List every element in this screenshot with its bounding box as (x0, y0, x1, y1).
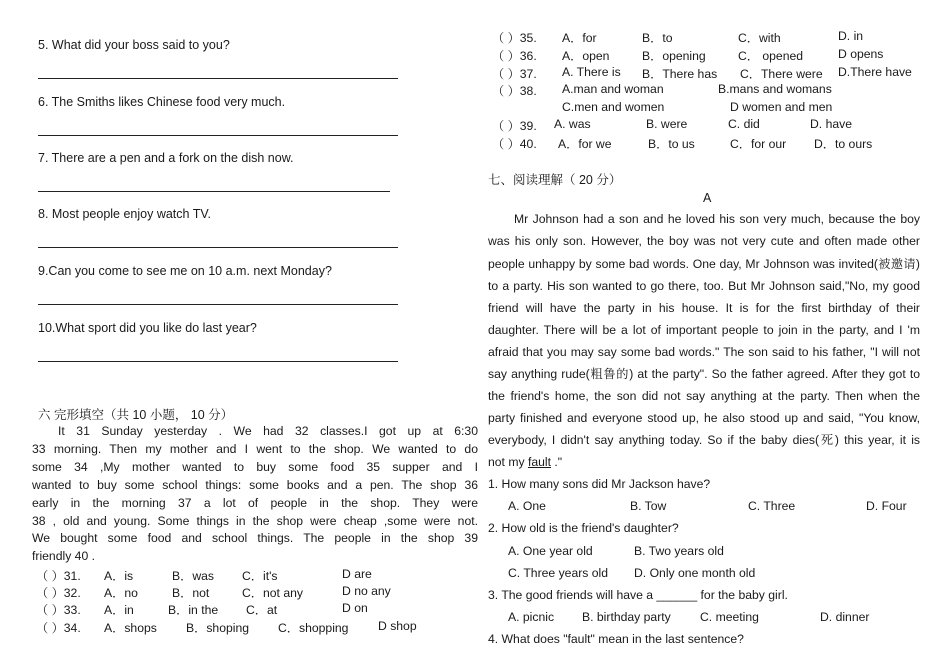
passage-line-2: was his only son. However, the boy was not very cute and often made other (488, 234, 920, 248)
option-a[interactable]: A．for (562, 31, 597, 45)
option-a[interactable]: A．is (104, 569, 134, 583)
cloze-line-1: It 31 Sunday yesterday . We had 32 classes.I got up at 6:30 (58, 424, 478, 438)
option-d[interactable]: D. have (810, 117, 853, 131)
passage-line-12-suffix: ." (551, 455, 563, 469)
question-9: 9.Can you come to see me on 10 a.m. next Monday? (38, 264, 332, 278)
option-a[interactable]: A. One year old (508, 544, 593, 558)
answer-line-9[interactable] (38, 304, 398, 305)
option-d[interactable]: D. Only one month old (634, 566, 756, 580)
option-a[interactable]: A. There is (562, 65, 621, 79)
cloze-line-4: wanted to buy some school things: some books and a pen. The shop 36 (32, 477, 478, 492)
answer-line-10[interactable] (38, 361, 398, 362)
cloze-line-6: 38 , old and young. Some things in the shop were cheap ,some were not. (32, 513, 478, 528)
passage-line-9: the friend's home, the son did not say anything at the party. Then when the (488, 389, 920, 403)
option-a[interactable]: A．open (562, 49, 610, 63)
option-number: （ ）35. (492, 31, 537, 45)
cloze-line-3: some 34 ,My mother wanted to buy some food 35 supper and I (32, 459, 478, 474)
reading-question-3: 3. The good friends will have a ______ for the baby girl. (488, 588, 788, 602)
option-c[interactable]: C. meeting (700, 610, 759, 624)
option-d[interactable]: D shop (378, 619, 417, 633)
option-d[interactable]: D．to ours (814, 137, 873, 151)
option-c[interactable]: C. Three (748, 499, 796, 513)
option-number: （ ）40. (492, 137, 537, 151)
option-number: （ ）33. (36, 603, 81, 617)
option-d[interactable]: D opens (838, 47, 884, 61)
option-d[interactable]: D.There have (838, 65, 912, 79)
option-number: （ ）38. (492, 84, 537, 98)
option-b[interactable]: B. were (646, 117, 688, 131)
option-b[interactable]: B．shoping (186, 621, 250, 635)
passage-line-10: party finished and everyone stood up, he also stood up and said, "You know, (488, 411, 920, 425)
option-b[interactable]: B．to us (648, 137, 695, 151)
answer-line-8[interactable] (38, 247, 398, 248)
option-b[interactable]: B．opening (642, 49, 706, 63)
answer-line-7[interactable] (38, 191, 390, 192)
passage-line-6: daughter. There will be a lot of important people to join in the party, and I 'm (488, 323, 920, 337)
option-c[interactable]: C．at (246, 603, 278, 617)
option-number: （ ）39. (492, 119, 537, 133)
reading-heading: 七、阅读理解（ 20 分） (488, 173, 622, 187)
option-b[interactable]: B．in the (168, 603, 219, 617)
question-10: 10.What sport did you like do last year? (38, 321, 257, 335)
option-d[interactable]: D no any (342, 584, 391, 598)
cloze-line-5: early in the morning 37 a lot of people in the shop. They were (32, 495, 478, 510)
option-c[interactable]: C. Three years old (508, 566, 609, 580)
question-6: 6. The Smiths likes Chinese food very much. (38, 95, 286, 109)
option-d[interactable]: D. Four (866, 499, 907, 513)
option-b[interactable]: B. birthday party (582, 610, 671, 624)
option-b[interactable]: B．not (172, 586, 210, 600)
option-c[interactable]: C．not any (242, 586, 303, 600)
passage-line-11: everybody, I didn't say anything today. So if the baby dies(死) this year, it is (488, 433, 920, 447)
option-c[interactable]: C． opened (738, 49, 804, 63)
reading-question-4: 4. What does "fault" mean in the last sentence? (488, 632, 744, 646)
option-a[interactable]: A．no (104, 586, 138, 600)
option-number: （ ）36. (492, 49, 537, 63)
cloze-passage (32, 423, 478, 566)
option-a[interactable]: A. picnic (508, 610, 555, 624)
option-c[interactable]: C．for our (730, 137, 787, 151)
option-b[interactable]: B．to (642, 31, 673, 45)
passage-label: A (703, 191, 712, 205)
option-number: （ ）37. (492, 67, 537, 81)
option-a[interactable]: A. One (508, 499, 546, 513)
reading-question-2: 2. How old is the friend's daughter? (488, 521, 679, 535)
answer-line-5[interactable] (38, 78, 398, 79)
passage-line-12-prefix: not my (488, 455, 528, 469)
passage-line-3: people unhappy by some bad words. One day, Mr Johnson was invited(被邀请) (488, 257, 920, 271)
option-d[interactable]: D are (342, 567, 372, 581)
question-7: 7. There are a pen and a fork on the dish now. (38, 151, 294, 165)
option-c[interactable]: C．shopping (278, 621, 349, 635)
option-number: （ ）31. (36, 569, 81, 583)
option-c[interactable]: C．with (738, 31, 781, 45)
cloze-line-2: 33 morning. Then my mother and I went to the shop. We wanted to do (32, 441, 478, 456)
passage-line-7: afraid that you may say some bad words." The son said to his father, "I will not (488, 345, 920, 359)
passage-line-5: friend will have the party in his house. It is for the first birthday of their (488, 301, 920, 315)
option-d[interactable]: D on (342, 601, 368, 615)
option-c[interactable]: C. did (728, 117, 760, 131)
passage-line-8: say anything rude(粗鲁的) at the party". So the father agreed. After they got to (488, 367, 920, 381)
cloze-line-8: friendly 40 . (32, 549, 96, 564)
option-c[interactable]: C.men and women (562, 100, 665, 114)
option-a[interactable]: A. was (554, 117, 591, 131)
passage-line-4: to a party. His son wanted to go there, too. But Mr Johnson said,"No, my good (488, 279, 920, 293)
option-d[interactable]: D. in (838, 29, 864, 43)
underlined-word-fault: fault (527, 455, 552, 469)
option-b[interactable]: B. Two years old (634, 544, 724, 558)
option-b[interactable]: B.mans and womans (718, 82, 832, 96)
question-8: 8. Most people enjoy watch TV. (38, 207, 212, 221)
option-b[interactable]: B．was (172, 569, 214, 583)
option-d[interactable]: D women and men (730, 100, 833, 114)
option-a[interactable]: A．shops (104, 621, 157, 635)
answer-line-6[interactable] (38, 135, 398, 136)
option-number: （ ）34. (36, 621, 81, 635)
option-c[interactable]: C．it's (242, 569, 278, 583)
passage-line-1: Mr Johnson had a son and he loved his son very much, because the boy (514, 212, 920, 226)
reading-question-1: 1. How many sons did Mr Jackson have? (488, 477, 711, 491)
option-a[interactable]: A．in (104, 603, 134, 617)
option-d[interactable]: D. dinner (820, 610, 870, 624)
option-c[interactable]: C．There were (740, 67, 823, 81)
cloze-heading: 六 完形填空（共 10 小题， 10 分） (38, 408, 234, 422)
option-a[interactable]: A.man and woman (562, 82, 664, 96)
cloze-line-7: We bought some food and school things. The people in the shop 39 (32, 531, 478, 546)
passage-line-12 (488, 451, 920, 473)
question-5: 5. What did your boss said to you? (38, 38, 230, 52)
option-b[interactable]: B. Tow (630, 499, 667, 513)
option-b[interactable]: B．There has (642, 67, 718, 81)
option-a[interactable]: A．for we (558, 137, 612, 151)
option-number: （ ）32. (36, 586, 81, 600)
